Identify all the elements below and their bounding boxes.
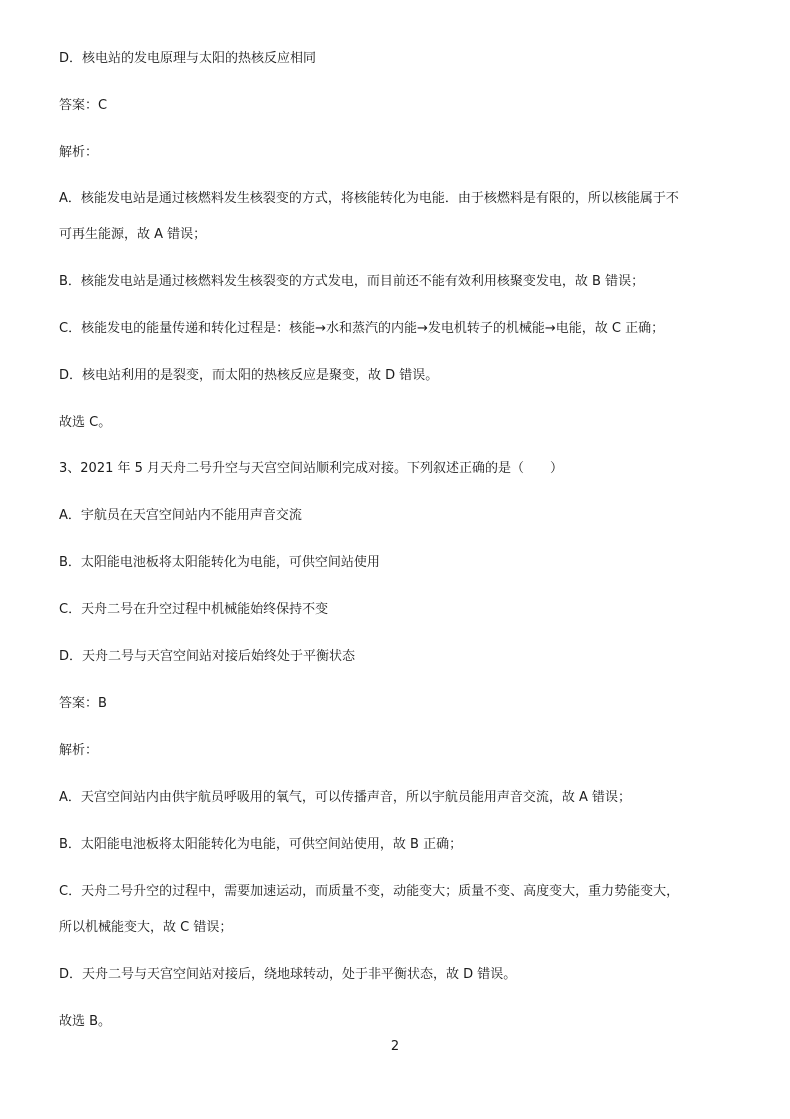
q2-analysis-c: C．核能发电的能量传递和转化过程是：核能→水和蒸汽的内能→发电机转子的机械能→电能，故 C 正确； (59, 321, 665, 336)
q3-option-b: B．太阳能电池板将太阳能转化为电能，可供空间站使用 (59, 555, 380, 570)
q3-option-d: D．天舟二号与天宫空间站对接后始终处于平衡状态 (59, 649, 356, 664)
q2-option-d: D．核电站的发电原理与太阳的热核反应相同 (59, 51, 317, 66)
q2-analysis-a-cont: 可再生能源，故 A 错误； (59, 227, 207, 242)
q3-analysis-heading: 解析： (59, 743, 99, 758)
q2-analysis-d: D．核电站利用的是裂变，而太阳的热核反应是聚变，故 D 错误。 (59, 368, 439, 383)
q3-analysis-a: A．天宫空间站内由供宇航员呼吸用的氧气，可以传播声音，所以宇航员能用声音交流，故 A 错误； (59, 790, 632, 805)
q2-analysis-b: B．核能发电站是通过核燃料发生核裂变的方式发电，而目前还不能有效利用核聚变发电，故 B 错误； (59, 274, 645, 289)
q3-option-a: A．宇航员在天宫空间站内不能用声音交流 (59, 508, 302, 523)
q2-analysis-heading: 解析： (59, 145, 99, 160)
q3-analysis-d: D．天舟二号与天宫空间站对接后，绕地球转动，处于非平衡状态，故 D 错误。 (59, 967, 517, 982)
q3-stem: 3、2021 年 5 月天舟二号升空与天宫空间站顺利完成对接。下列叙述正确的是（ ） (59, 461, 564, 476)
q2-conclusion: 故选 C。 (59, 415, 112, 430)
q3-option-c: C．天舟二号在升空过程中机械能始终保持不变 (59, 602, 329, 617)
q3-analysis-c-cont: 所以机械能变大，故 C 错误； (59, 920, 233, 935)
q3-analysis-b: B．太阳能电池板将太阳能转化为电能，可供空间站使用，故 B 正确； (59, 837, 463, 852)
q3-answer: 答案：B (59, 696, 107, 711)
q3-analysis-c: C．天舟二号升空的过程中，需要加速运动，而质量不变，动能变大；质量不变、高度变大，重力势能变大， (59, 884, 680, 899)
q3-conclusion: 故选 B。 (59, 1014, 112, 1029)
q2-analysis-a: A．核能发电站是通过核燃料发生核裂变的方式，将核能转化为电能．由于核燃料是有限的，所以核能属于不 (59, 191, 679, 206)
page-number: 2 (390, 1039, 400, 1054)
q2-answer: 答案：C (59, 98, 108, 113)
